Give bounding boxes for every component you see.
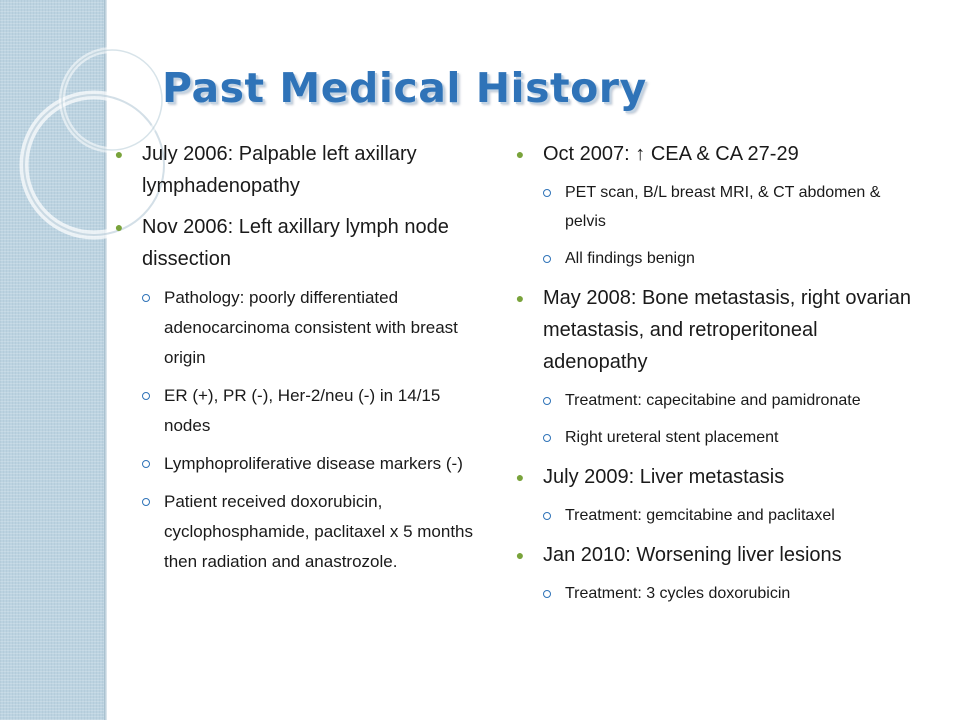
sub-bullet-item <box>543 386 913 415</box>
sub-bullet-text: Treatment: capecitabine and pamidronate <box>565 392 861 409</box>
sub-bullet-text: ER (+), PR (-), Her-2/neu (-) in 14/15 nodes <box>164 386 441 435</box>
slide-title: Past Medical History <box>162 64 647 112</box>
sub-bullet-ring-icon <box>142 392 150 400</box>
bullet-dot-icon: ● <box>515 290 525 306</box>
left-bullet-list <box>112 138 484 577</box>
sub-bullet-ring-icon <box>543 434 551 442</box>
sub-bullet-list <box>543 501 913 530</box>
sub-bullet-list <box>543 178 913 273</box>
sub-bullet-ring-icon <box>142 294 150 302</box>
right-bullet-list <box>513 138 913 608</box>
sub-bullet-item <box>142 487 484 577</box>
bullet-dot-icon: ● <box>114 219 124 235</box>
sub-bullet-ring-icon <box>142 498 150 506</box>
left-column <box>112 138 484 586</box>
sub-bullet-text: Treatment: gemcitabine and paclitaxel <box>565 507 835 524</box>
sub-bullet-item <box>543 244 913 273</box>
sub-bullet-ring-icon <box>142 460 150 468</box>
bullet-item <box>112 211 484 577</box>
sub-bullet-list <box>543 579 913 608</box>
bullet-item <box>513 138 913 273</box>
bullet-item <box>513 539 913 608</box>
sub-bullet-item <box>142 283 484 373</box>
right-column <box>513 138 913 617</box>
bullet-item <box>513 282 913 452</box>
sub-bullet-item <box>543 579 913 608</box>
bullet-dot-icon: ● <box>515 547 525 563</box>
bullet-text: Nov 2006: Left axillary lymph node dissection <box>142 216 449 270</box>
bullet-text: Oct 2007: ↑ CEA & CA 27-29 <box>543 143 799 165</box>
bullet-text: July 2006: Palpable left axillary lymphadenopathy <box>142 143 417 197</box>
sub-bullet-ring-icon <box>543 189 551 197</box>
sub-bullet-ring-icon <box>543 255 551 263</box>
sub-bullet-item <box>142 381 484 441</box>
sub-bullet-item <box>543 501 913 530</box>
bullet-dot-icon: ● <box>515 146 525 162</box>
bullet-dot-icon: ● <box>515 469 525 485</box>
sub-bullet-text: Treatment: 3 cycles doxorubicin <box>565 585 791 602</box>
bullet-text: July 2009: Liver metastasis <box>543 466 785 488</box>
sub-bullet-item <box>142 449 484 479</box>
sub-bullet-item <box>543 178 913 236</box>
bullet-dot-icon: ● <box>114 146 124 162</box>
sub-bullet-text: Patient received doxorubicin, cyclophosphamide, paclitaxel x 5 months then radiation and anastrozole. <box>164 492 473 571</box>
bullet-item <box>112 138 484 202</box>
sub-bullet-ring-icon <box>543 590 551 598</box>
sub-bullet-text: All findings benign <box>565 250 695 267</box>
bullet-text: Jan 2010: Worsening liver lesions <box>543 544 842 566</box>
sub-bullet-list <box>543 386 913 452</box>
sub-bullet-list <box>142 283 484 577</box>
sub-bullet-ring-icon <box>543 397 551 405</box>
bullet-item <box>513 461 913 530</box>
sub-bullet-text: Right ureteral stent placement <box>565 429 779 446</box>
sub-bullet-text: PET scan, B/L breast MRI, & CT abdomen & pelvis <box>565 184 881 230</box>
sub-bullet-ring-icon <box>543 512 551 520</box>
sub-bullet-item <box>543 423 913 452</box>
sub-bullet-text: Pathology: poorly differentiated adenocarcinoma consistent with breast origin <box>164 288 458 367</box>
sub-bullet-text: Lymphoproliferative disease markers (-) <box>164 454 463 473</box>
bullet-text: May 2008: Bone metastasis, right ovarian metastasis, and retroperitoneal adenopathy <box>543 287 911 373</box>
